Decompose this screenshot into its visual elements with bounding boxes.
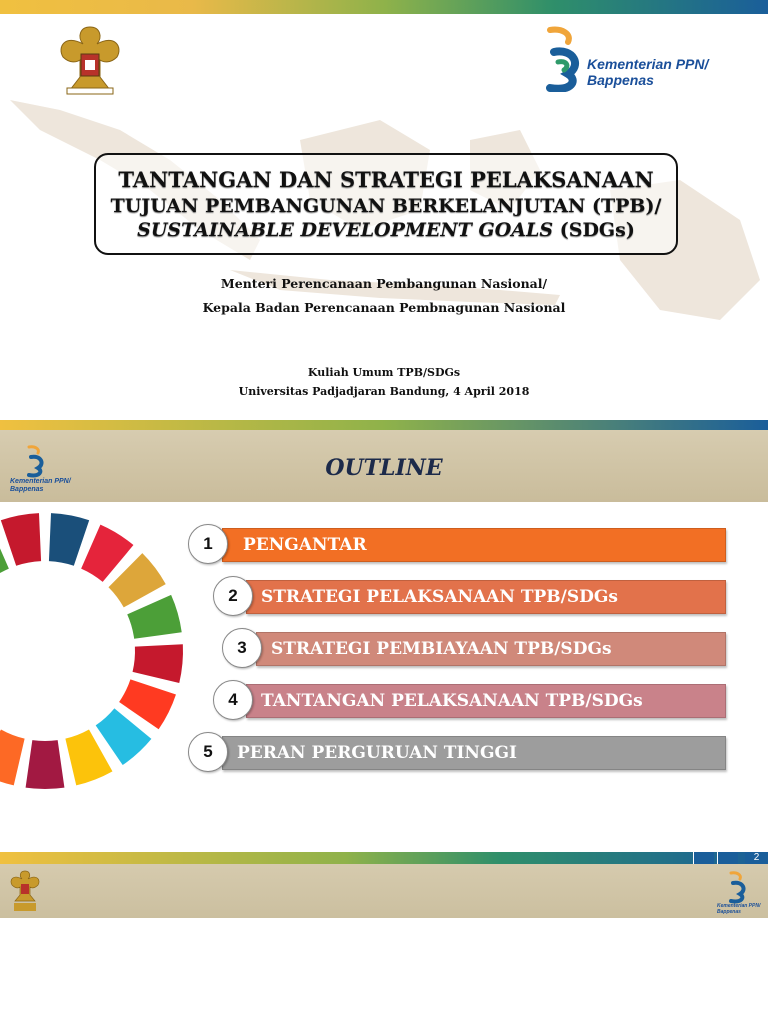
footer-nav-block-2 — [717, 852, 738, 864]
subtitle-line-2: Kepala Badan Perencanaan Pembnagunan Nasional — [202, 300, 566, 315]
outline-item-label: STRATEGI PELAKSANAAN TPB/SDGs — [261, 587, 618, 607]
footer-brand-line-2: Bappenas — [717, 909, 741, 915]
title-box — [94, 153, 678, 255]
footer-garuda-emblem — [8, 868, 42, 914]
outline-item-number: 4 — [213, 680, 253, 720]
outline-item-bar[interactable] — [222, 736, 726, 770]
title-line-3-rest: (SDGs) — [553, 219, 635, 241]
outline-item-label: PENGANTAR — [243, 535, 367, 555]
outline-item-bar[interactable] — [256, 632, 726, 666]
footer-color-bar — [0, 852, 768, 864]
outline-item-number: 3 — [222, 628, 262, 668]
subtitle-line-1: Menteri Perencanaan Pembangunan Nasional/ — [220, 276, 548, 291]
brand-line-1: Kementerian PPN/ — [587, 56, 709, 72]
outline-item-label: STRATEGI PEMBIAYAAN TPB/SDGs — [271, 639, 612, 659]
outline-item-number: 5 — [188, 732, 228, 772]
sdg-wheel-segment — [0, 730, 25, 786]
sdg-wheel-segment — [49, 513, 89, 566]
outline-item-bar[interactable] — [222, 528, 726, 562]
outline-item-bar[interactable] — [246, 580, 726, 614]
sdg-wheel-segment — [133, 644, 183, 683]
bappenas-logo-icon — [544, 26, 584, 92]
garuda-emblem — [55, 22, 125, 97]
event-line-2: Universitas Padjadjaran Bandung, 4 April 2018 — [238, 385, 530, 398]
title-line-3-italic: SUSTAINABLE DEVELOPMENT GOALS — [137, 219, 554, 241]
title-line-3 — [96, 219, 676, 241]
sdg-wheel-segment — [127, 595, 181, 639]
title-slide — [0, 0, 768, 420]
footer-nav-block-1 — [693, 852, 714, 864]
title-line-2: TUJUAN PEMBANGUNAN BERKELANJUTAN (TPB)/ — [110, 195, 662, 217]
footer-bappenas-logo-icon — [728, 870, 750, 904]
outline-item-label: TANTANGAN PELAKSANAAN TPB/SDGs — [261, 691, 643, 711]
brand-line-2: Bappenas — [587, 72, 654, 88]
title-line-1: TANTANGAN DAN STRATEGI PELAKSANAAN — [118, 167, 654, 192]
outline-item-number: 1 — [188, 524, 228, 564]
outline-item-bar[interactable] — [246, 684, 726, 718]
outline-item-number: 2 — [213, 576, 253, 616]
event-line-1: Kuliah Umum TPB/SDGs — [307, 366, 461, 379]
page-number: 2 — [745, 852, 768, 864]
sdg-wheel — [0, 506, 190, 796]
footer-brand-text — [717, 903, 760, 915]
header-brand-line-1: Kementerian PPN/ — [10, 478, 71, 485]
bappenas-brand-text — [587, 56, 708, 88]
outline-slide — [0, 420, 768, 920]
footer-brand-line-1: Kementerian PPN/ — [717, 903, 761, 909]
sdg-wheel-segment — [26, 740, 65, 789]
slide2-top-color-bar — [0, 420, 768, 430]
outline-item-label: PERAN PERGURUAN TINGGI — [237, 743, 517, 763]
header-brand-line-2: Bappenas — [10, 486, 44, 493]
outline-title: OUTLINE — [325, 455, 443, 481]
sdg-wheel-segment — [1, 513, 41, 566]
top-color-bar — [0, 0, 768, 14]
